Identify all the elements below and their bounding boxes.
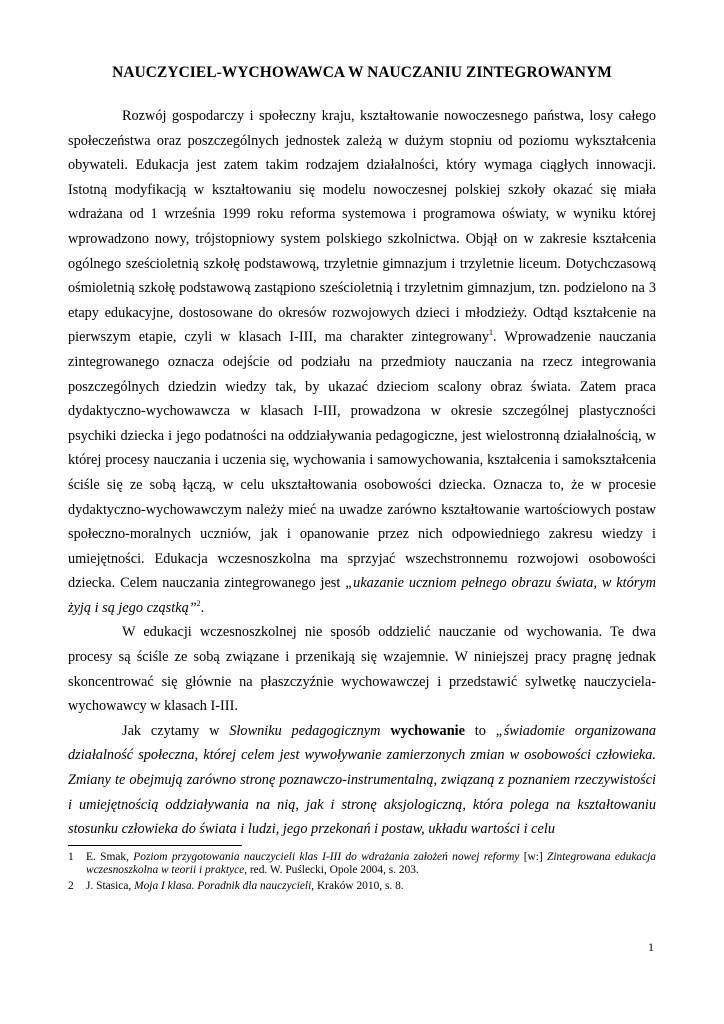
- document-body: [68, 104, 656, 842]
- paragraph-3-text-c: to: [464, 722, 496, 739]
- paragraph-2: W edukacji wczesnoszkolnej nie sposób oddzielić nauczanie od wychowania. Te dwa procesy są ściśle ze sobą związane i przenikają się wzajemnie. W niniejszej pracy pragnę jednak skoncentrować się głównie na płaszczyźnie wychowawczej i przedstawić sylwetkę nauczyciela-wychowawcy w klasach I-III.: [68, 624, 656, 715]
- paragraph-1-text-c: .: [200, 599, 205, 616]
- paragraph-1-text-a: Rozwój gospodarczy i społeczny kraju, kształtowanie nowoczesnego państwa, losy całego społeczeństwa oraz poszczególnych jednostek zależą w dużym stopniu od poziomu wykształcenia obywateli. Edukacja jest zatem takim rodzajem działalności, który wymaga ciągłych innowacji. Istotną modyfikacją w kształtowaniu się modelu nowoczesnej polskiej szkoły okazać się miała wdrażana od 1 września 1999 roku reforma systemowa i programowa oświaty, w wyniku której wprowadzono nowy, trójstopniowy system polskiego szkolnictwa. Objął on w zakresie kształcenia ogólnego sześcioletnią szkołę podstawową, trzyletnie gimnazjum i trzyletnie liceum. Dotychczasową ośmioletnią szkołę podstawową zastąpiono sześcioletnią i trzyletnim gimnazjum, tzn. podzielono na 3 etapy edukacyjne, dostosowane do okresów rozwojowych dzieci i młodzieży. Odtąd kształcenie na pierwszym etapie, czyli w klasach I-III, ma charakter zintegrowany: [68, 108, 656, 346]
- quote-integrated-teaching: „ukazanie uczniom pełnego obrazu świata, w którym żyją i są jego cząstką”: [68, 575, 656, 616]
- paragraph-1-text-b: . Wprowadzenie nauczania zintegrowanego oznacza odejście od podziału na przedmioty nauczania na rzecz integrowania poszczególnych dziedzin wiedzy tak, by ukazać dzieciom scalony obraz świata. Zatem praca dydaktyczno-wychowawcza w klasach I-III, prowadzona w okresie szczególnej plastyczności psychiki dziecka i jego podatności na oddziaływania pedagogiczne, jest wielostronną działalnością, w której procesy nauczania i uczenia się, wychowania i samowychowania, kształcenia i samokształcenia ściśle się ze sobą łączą, w celu ukształtowania osobowości dziecka. Oznacza to, że w procesie dydaktyczno-wychowawczym należy mieć na uwadze zarówno kształtowanie wartościowych postaw społeczno-moralnych uczniów, jak i opanowanie przez nich odpowiedniego zakresu wiedzy i umiejętności. Edukacja wczesnoszkolna ma sprzyjać wszechstronnemu rozwojowi osobowości dziecka. Celem nauczania zintegrowanego jest: [68, 329, 656, 592]
- footnote-author: J. Stasica,: [86, 880, 135, 892]
- book-title: Słowniku pedagogicznym: [229, 722, 381, 739]
- footnote-2: [68, 880, 656, 894]
- footnote-number: 2: [68, 880, 74, 892]
- footnote-ref-2[interactable]: 2: [196, 599, 201, 609]
- paragraph-3: [68, 719, 656, 842]
- footnote-1: [68, 851, 656, 878]
- footnote-separator: [68, 845, 242, 846]
- footnote-publication: , red. W. Puślecki, Opole 2004, s. 203.: [244, 864, 419, 877]
- footnote-publication: , Kraków 2010, s. 8.: [311, 880, 404, 892]
- footnote-text-in: [w:]: [519, 850, 548, 863]
- paragraph-1: [68, 104, 656, 620]
- footnote-text: [86, 880, 656, 894]
- footnote-number: 1: [68, 850, 74, 863]
- footnote-collection-title: Zintegrowana edukacja wczesnoszkolna w teorii i praktyce: [86, 850, 656, 877]
- footnote-ref-1[interactable]: 1: [489, 328, 494, 338]
- footnote-text: [86, 851, 656, 878]
- paragraph-3-text-b: [380, 723, 390, 739]
- paragraph-3-text-a: Jak czytamy w: [122, 722, 230, 739]
- footnote-title: Poziom przygotowania nauczycieli klas I-III do wdrażania założeń nowej reformy: [133, 850, 520, 863]
- footnote-author: E. Smak,: [86, 850, 134, 863]
- document-title: NAUCZYCIEL-WYCHOWAWCA W NAUCZANIU ZINTEGROWANYM: [112, 64, 612, 81]
- page-number: 1: [648, 940, 654, 954]
- quote-definition: „świadomie organizowana działalność społeczna, której celem jest wywoływanie zamierzonych zmian w osobowości człowieka. Zmiany te obejmują zarówno stronę poznawczo-instrumentalną, związaną z poznaniem rzeczywistości i umiejętnością oddziaływania na nią, jak i stronę aksjologiczną, która polega na kształtowaniu stosunku człowieka do świata i ludzi, jego przekonań i postaw, układu wartości i celu: [68, 722, 656, 838]
- defined-term: wychowanie: [390, 722, 465, 739]
- footnote-title: Moja I klasa. Poradnik dla nauczycieli: [134, 880, 312, 892]
